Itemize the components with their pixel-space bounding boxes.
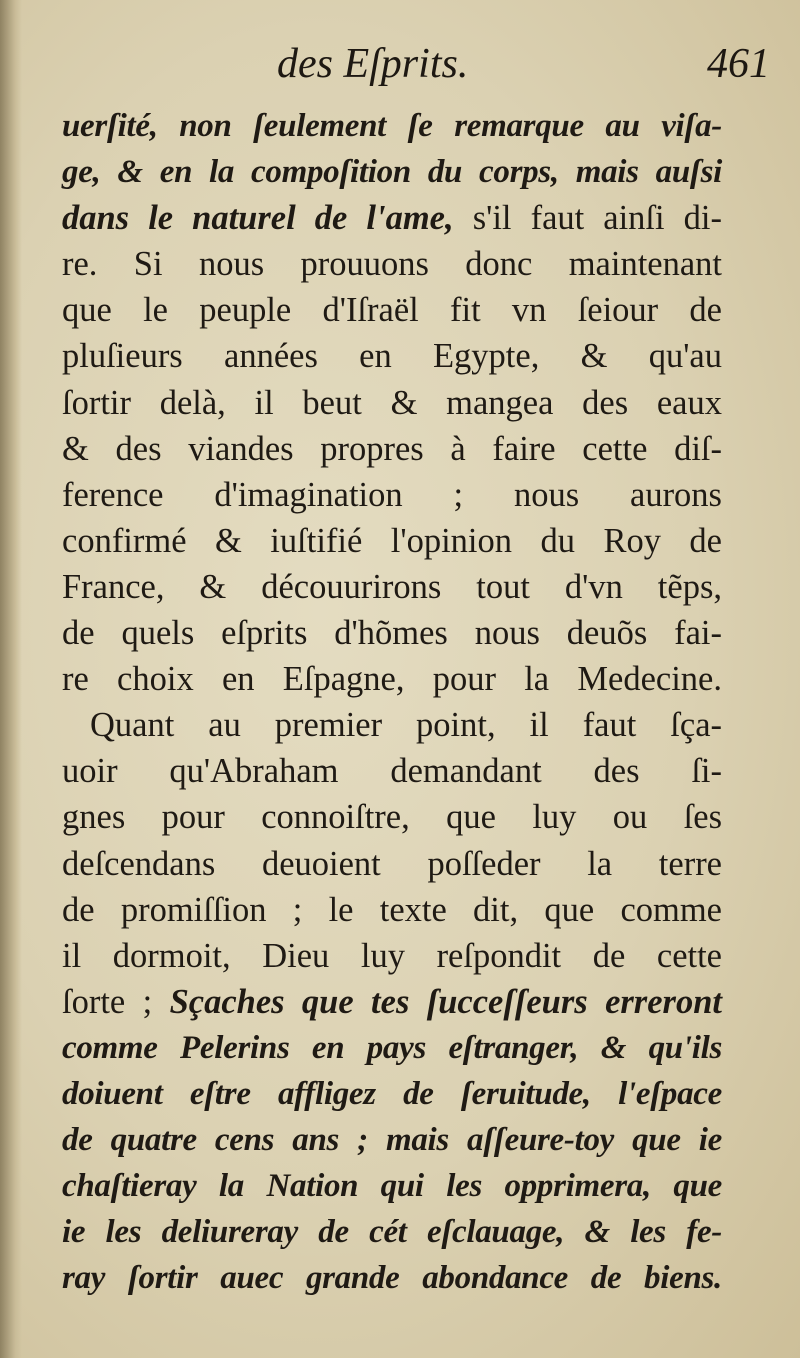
text-line-roman-part: s'il faut ainſi di- (472, 199, 723, 238)
text-line: uoir qu'Abraham demandant des ſi- (62, 752, 722, 791)
text-line: pluſieurs années en Egypte, & qu'au (62, 337, 722, 376)
text-line: de quatre cens ans ; mais aſſeure-toy que ie (62, 1122, 722, 1159)
text-line: gnes pour connoiſtre, que luy ou ſes (62, 798, 722, 837)
text-line: de promiſſion ; le texte dit, que comme (62, 890, 722, 929)
text-line: France, & découurirons tout d'vn tẽps, (62, 567, 722, 606)
text-line: de quels eſprits d'hõmes nous deuõs fai- (62, 614, 722, 653)
text-line: confirmé & iuſtifié l'opinion du Roy de (62, 521, 722, 560)
page-number: 461 (707, 41, 770, 87)
text-line: doiuent eſtre affligez de ſeruitude, l'eſpace (62, 1075, 722, 1112)
text-line: deſcendans deuoient poſſeder la terre (62, 844, 722, 883)
running-title: des Eſprits. (277, 41, 469, 87)
page-header (62, 40, 780, 100)
text-line: ference d'imagination ; nous aurons (62, 475, 722, 514)
text-line: & des viandes propres à faire cette diſ- (62, 429, 722, 468)
text-line: que le peuple d'Iſraël fit vn ſeiour de (62, 291, 722, 330)
text-line: Quant au premier point, il faut ſça- (90, 706, 722, 745)
text-line: comme Pelerins en pays eſtranger, & qu'ils (62, 1029, 722, 1066)
text-line-roman-part: ſorte ; (62, 982, 153, 1021)
text-line: chaſtieray la Nation qui les opprimera, que (62, 1168, 722, 1205)
text-line (62, 195, 722, 241)
text-line: ge, & en la compoſition du corps, mais auſsi (62, 154, 722, 191)
text-line (62, 979, 722, 1025)
text-line: ie les deliureray de cét eſclauage, & les fe- (62, 1214, 722, 1251)
text-line: uerſité, non ſeulement ſe remarque au viſa- (62, 108, 722, 144)
text-line: re. Si nous prouuons donc maintenant (62, 245, 722, 284)
text-line-italic-part: Sçaches que tes ſucceſſeurs erreront (169, 982, 722, 1021)
body-text (62, 103, 722, 1301)
text-line-italic-part: dans le naturel de l'ame, (62, 199, 454, 238)
text-line: ſortir delà, il beut & mangea des eaux (62, 383, 722, 422)
text-line: re choix en Eſpagne, pour la Medecine. (62, 660, 722, 699)
page-gutter-shadow (0, 0, 22, 1358)
text-line: il dormoit, Dieu luy reſpondit de cette (62, 936, 722, 975)
text-line: ray ſortir auec grande abondance de biens. (62, 1260, 722, 1297)
